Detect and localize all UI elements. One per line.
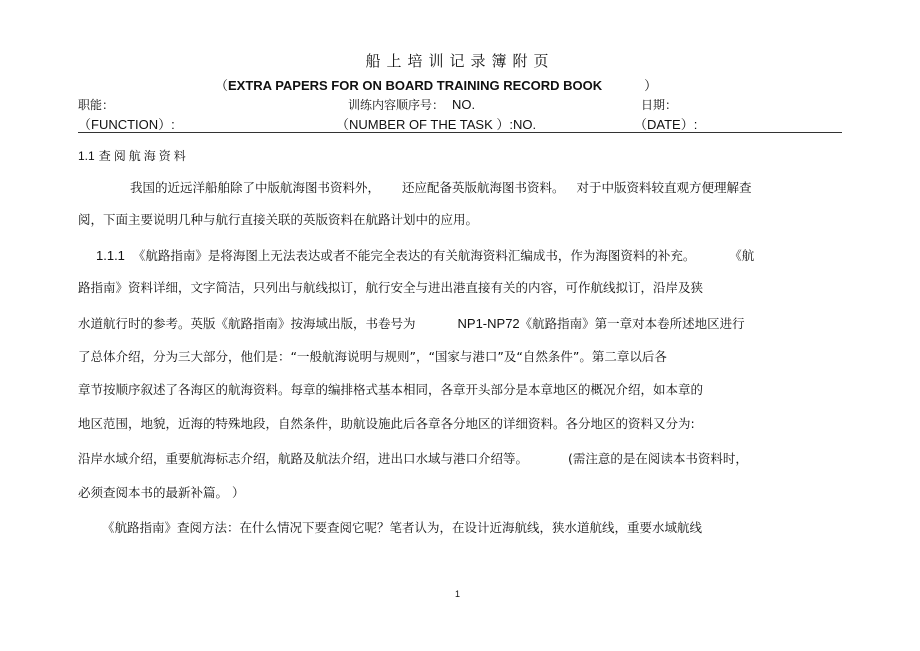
p1-l1-a: 我国的近远洋船舶除了中版航海图书资料外，	[130, 180, 381, 195]
p2-l3-b: 《航路指南》第一章对本卷所述地区进行	[519, 316, 745, 331]
function-label-en: （FUNCTION）:	[78, 117, 175, 132]
p1-l1-b: 还应配备英版航海图书资料。	[402, 180, 565, 195]
paragraph-2-line-2: 路指南》资料详细，文字简洁，只列出与航线拟订，航行安全与进出港直接有关的内容，可作航线拟订，沿岸及狭	[78, 280, 704, 295]
p2-l7-b: (需注意的是在阅读本书资料时，	[568, 451, 748, 466]
p2-l3-code: NP1-NP72	[457, 316, 520, 331]
p2-number: 1.1.1	[96, 248, 125, 263]
task-label-cn-text: 训练内容顺序号：	[348, 98, 445, 112]
section-title: 查阅航海资料	[98, 149, 189, 163]
function-label-cn: 职能：	[78, 98, 115, 112]
paragraph-2-line-7	[78, 449, 748, 467]
section-number: 1.1	[78, 149, 95, 163]
paragraph-2-line-3	[78, 314, 745, 332]
task-label-en: （NUMBER OF THE TASK ）:NO.	[336, 117, 537, 132]
title-english-text: EXTRA PAPERS FOR ON BOARD TRAINING RECORD BOOK	[228, 78, 603, 93]
date-label-cn: 日期：	[641, 98, 678, 112]
page-title-english	[215, 75, 657, 94]
p2-l1-a: 《航路指南》是将海图上无法表达或者不能完全表达的有关航海资料汇编成书，作为海图资料的补充。	[132, 248, 696, 263]
title-paren-open: （	[215, 78, 229, 93]
task-no-cn: NO.	[452, 97, 476, 112]
p2-l7-a: 沿岸水域介绍，重要航海标志介绍，航路及航法介绍，进出口水域与港口介绍等。	[78, 451, 529, 466]
task-label-cn	[348, 96, 475, 113]
section-heading	[78, 147, 189, 164]
page-number: 1	[455, 589, 461, 599]
p2-l1-b: 《航	[735, 248, 755, 263]
header-divider	[78, 132, 842, 133]
title-paren-close: ）	[644, 78, 658, 93]
paragraph-2-line-1	[96, 246, 754, 264]
p2-l3-a: 水道航行时的参考。英版《航路指南》按海域出版，书卷号为	[78, 316, 416, 331]
date-label-en: （DATE）:	[634, 117, 698, 132]
paragraph-2-line-8: 必须查阅本书的最新补篇。 ）	[78, 485, 245, 500]
paragraph-2-line-5: 章节按顺序叙述了各海区的航海资料。每章的编排格式基本相同，各章开头部分是本章地区的概况介绍，如本章的	[78, 382, 704, 397]
paragraph-1-line-1	[130, 178, 752, 196]
paragraph-1-line-2: 阅，下面主要说明几种与航行直接关联的英版资料在航路计划中的应用。	[78, 212, 479, 227]
paragraph-2-line-6: 地区范围，地貌，近海的特殊地段，自然条件，助航设施此后各章各分地区的详细资料。各分地区的资料又分为:	[78, 416, 695, 431]
p1-l1-c: 对于中版资料较直观方便理解查	[576, 180, 752, 195]
paragraph-3-line-1: 《航路指南》查阅方法：在什么情况下要查阅它呢？笔者认为，在设计近海航线，狭水道航线，重要水域航线	[102, 520, 703, 535]
paragraph-2-line-4: 了总体介绍，分为三大部分，他们是：“一般航海说明与规则”，“国家与港口”及“自然条件”。第二章以后各	[78, 349, 667, 364]
page-title-chinese: 船上培训记录簿附页	[365, 52, 555, 70]
